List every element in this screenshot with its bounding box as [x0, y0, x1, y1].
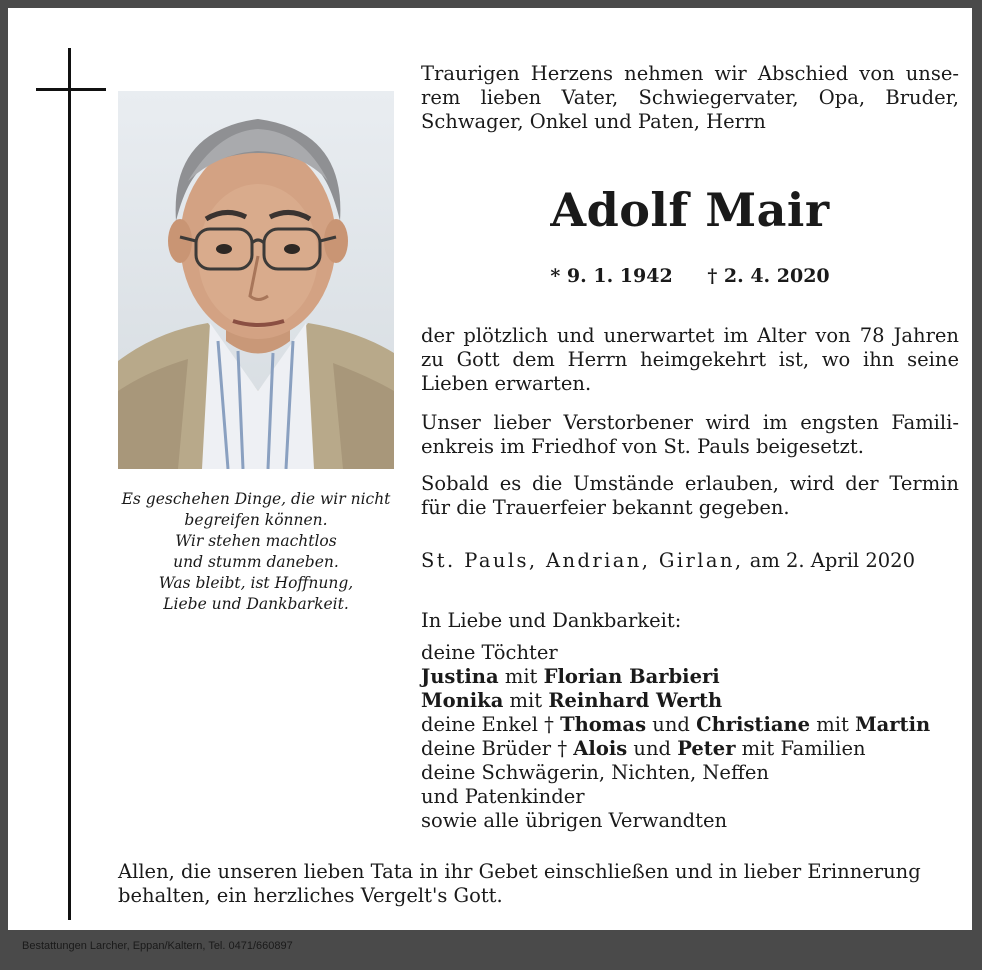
quote-line: Wir stehen machtlos	[175, 532, 337, 550]
cross-vertical	[68, 48, 71, 920]
family-line-godchildren: und Patenkinder	[421, 785, 585, 808]
paragraph-line: zu Gott dem Herrn heimgekehrt ist, wo ihn seine	[421, 348, 959, 371]
intro-line: rem lieben Vater, Schwiegervater, Opa, Bruder,	[421, 86, 959, 109]
intro-text	[421, 62, 959, 134]
family-line-relatives: sowie alle übrigen Verwandten	[421, 809, 728, 832]
place-date: am 2. April 2020	[749, 549, 915, 572]
quote-line: begreifen können.	[184, 511, 328, 529]
place-locations: St. Pauls, Andrian, Girlan,	[421, 549, 744, 572]
life-dates	[421, 264, 959, 288]
portrait-photo	[118, 91, 394, 469]
portrait-illustration	[118, 91, 394, 469]
closing-line: behalten, ein herzliches Vergelt's Gott.	[118, 884, 503, 907]
family-line-daughter1: Justina mit Florian Barbieri	[421, 665, 720, 688]
paragraph-line: der plötzlich und unerwartet im Alter von 78 Jahren	[421, 324, 959, 347]
paragraph-burial	[421, 411, 959, 459]
paragraph-ceremony	[421, 472, 959, 520]
quote-line: Liebe und Dankbarkeit.	[163, 595, 349, 613]
family-line-brothers: deine Brüder † Alois und Peter mit Familien	[421, 737, 866, 760]
death-date: † 2. 4. 2020	[707, 265, 830, 287]
quote-line: und stumm daneben.	[173, 553, 339, 571]
family-line-grandchildren: deine Enkel † Thomas und Christiane mit Martin	[421, 713, 931, 736]
place-and-date	[421, 549, 959, 573]
intro-line: Schwager, Onkel und Paten, Herrn	[421, 110, 766, 133]
paragraph-line: für die Trauerfeier bekannt gegeben.	[421, 496, 790, 519]
birth-date: * 9. 1. 1942	[550, 265, 673, 287]
paragraph-line: enkreis im Friedhof von St. Pauls beigesetzt.	[421, 435, 864, 458]
deceased-name: Adolf Mair	[550, 183, 830, 237]
quote-line: Was bleibt, ist Hoffnung,	[158, 574, 354, 592]
family-line-sisters-in-law: deine Schwägerin, Nichten, Neffen	[421, 761, 769, 784]
closing-line: Allen, die unseren lieben Tata in ihr Gebet einschließen und in lieber Erinnerung	[118, 860, 921, 883]
obituary-card	[8, 8, 972, 930]
paragraph-line: Lieben erwarten.	[421, 372, 592, 395]
family-intro: In Liebe und Dankbarkeit:	[421, 609, 682, 632]
funeral-home-credit: Bestattungen Larcher, Eppan/Kaltern, Tel. 0471/660897	[22, 940, 293, 952]
intro-line: Traurigen Herzens nehmen wir Abschied von unse-	[421, 62, 959, 85]
cross-horizontal	[36, 88, 106, 91]
daughters-label: deine Töchter	[421, 641, 558, 664]
paragraph-line: Sobald es die Umstände erlauben, wird der Termin	[421, 472, 959, 495]
family-line-daughter2: Monika mit Reinhard Werth	[421, 689, 723, 712]
closing-text	[118, 860, 960, 908]
memorial-quote	[114, 489, 398, 615]
family-list	[421, 609, 959, 833]
paragraph-line: Unser lieber Verstorbener wird im engsten Famili-	[421, 411, 959, 434]
quote-line: Es geschehen Dinge, die wir nicht	[121, 490, 391, 508]
paragraph-passing	[421, 324, 959, 396]
